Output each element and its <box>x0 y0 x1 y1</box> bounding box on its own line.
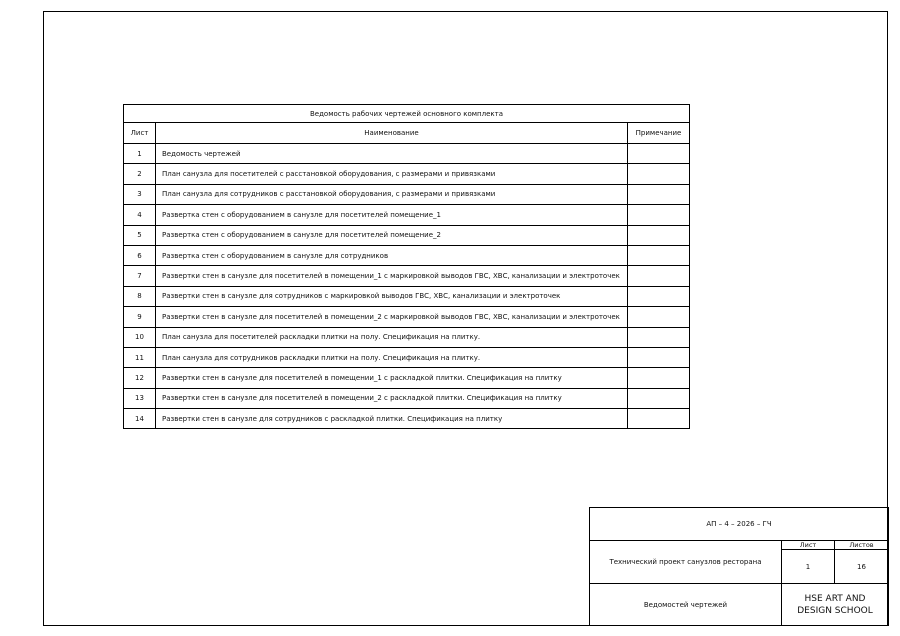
document-name: Ведомостей чертежей <box>643 600 728 609</box>
row-note <box>628 225 690 245</box>
row-note <box>628 286 690 306</box>
table-row <box>124 368 690 388</box>
row-name: Развертка стен с оборудованием в санузле для посетителей помещение_1 <box>156 205 628 225</box>
row-sheet-number: 7 <box>124 266 156 286</box>
row-note <box>628 327 690 347</box>
table-row <box>124 205 690 225</box>
row-name: Развертки стен в санузле для посетителей в помещении_1 с раскладкой плитки. Спецификация на плитку <box>156 368 628 388</box>
header-name: Наименование <box>156 123 628 144</box>
row-sheet-number: 9 <box>124 307 156 327</box>
table-row <box>124 225 690 245</box>
table-row <box>124 409 690 429</box>
row-name: Развертки стен в санузле для посетителей в помещении_2 с раскладкой плитки. Спецификация на плитку <box>156 388 628 408</box>
table-title-row <box>124 105 690 123</box>
row-sheet-number: 4 <box>124 205 156 225</box>
row-note <box>628 368 690 388</box>
project-code: АП – 4 – 2026 – ГЧ <box>706 520 772 528</box>
row-name: Ведомость чертежей <box>156 144 628 164</box>
project-title: Технический проект санузлов ресторана <box>609 558 762 566</box>
table-row <box>124 286 690 306</box>
row-name: План санузла для сотрудников раскладки плитки на полу. Спецификация на плитку. <box>156 347 628 367</box>
row-note <box>628 144 690 164</box>
table-row <box>124 327 690 347</box>
table-row <box>124 144 690 164</box>
table-row <box>124 164 690 184</box>
header-sheet: Лист <box>124 123 156 144</box>
row-sheet-number: 2 <box>124 164 156 184</box>
row-sheet-number: 3 <box>124 184 156 204</box>
drawing-register-table <box>123 104 690 429</box>
table-header-row <box>124 123 690 144</box>
row-name: Развертка стен с оборудованием в санузле для сотрудников <box>156 245 628 265</box>
row-sheet-number: 5 <box>124 225 156 245</box>
row-name: Развертки стен в санузле для сотрудников с раскладкой плитки. Спецификация на плитку <box>156 409 628 429</box>
row-note <box>628 184 690 204</box>
row-name: Развертки стен в санузле для посетителей в помещении_1 с маркировкой выводов ГВС, ХВС, канализации и электроточек <box>156 266 628 286</box>
table-row <box>124 245 690 265</box>
table-row <box>124 347 690 367</box>
row-name: Развертка стен с оборудованием в санузле для посетителей помещение_2 <box>156 225 628 245</box>
row-note <box>628 347 690 367</box>
row-name: План санузла для посетителей раскладки плитки на полу. Спецификация на плитку. <box>156 327 628 347</box>
row-note <box>628 164 690 184</box>
sheets-label: Листов <box>849 540 874 549</box>
row-sheet-number: 6 <box>124 245 156 265</box>
table-title: Ведомость рабочих чертежей основного комплекта <box>124 105 690 123</box>
row-note <box>628 307 690 327</box>
row-note <box>628 205 690 225</box>
row-sheet-number: 14 <box>124 409 156 429</box>
row-sheet-number: 11 <box>124 347 156 367</box>
row-name: Развертки стен в санузле для посетителей в помещении_2 с маркировкой выводов ГВС, ХВС, канализации и электроточек <box>156 307 628 327</box>
title-block <box>589 507 889 626</box>
table-row <box>124 388 690 408</box>
row-note <box>628 409 690 429</box>
row-note <box>628 388 690 408</box>
sheet-label: Лист <box>799 540 817 549</box>
table-row <box>124 184 690 204</box>
row-sheet-number: 1 <box>124 144 156 164</box>
row-sheet-number: 13 <box>124 388 156 408</box>
table-row <box>124 266 690 286</box>
sheets-total: 16 <box>857 562 866 571</box>
organization-name: HSE ART AND DESIGN SCHOOL <box>797 593 873 616</box>
row-sheet-number: 10 <box>124 327 156 347</box>
row-note <box>628 245 690 265</box>
table-row <box>124 307 690 327</box>
row-sheet-number: 8 <box>124 286 156 306</box>
row-name: Развертки стен в санузле для сотрудников с маркировкой выводов ГВС, ХВС, канализации и электроточек <box>156 286 628 306</box>
row-name: План санузла для сотрудников с расстановкой оборудования, с размерами и привязками <box>156 184 628 204</box>
row-sheet-number: 12 <box>124 368 156 388</box>
row-note <box>628 266 690 286</box>
header-note: Примечание <box>628 123 690 144</box>
sheet-number: 1 <box>805 562 811 571</box>
row-name: План санузла для посетителей с расстановкой оборудования, с размерами и привязками <box>156 164 628 184</box>
